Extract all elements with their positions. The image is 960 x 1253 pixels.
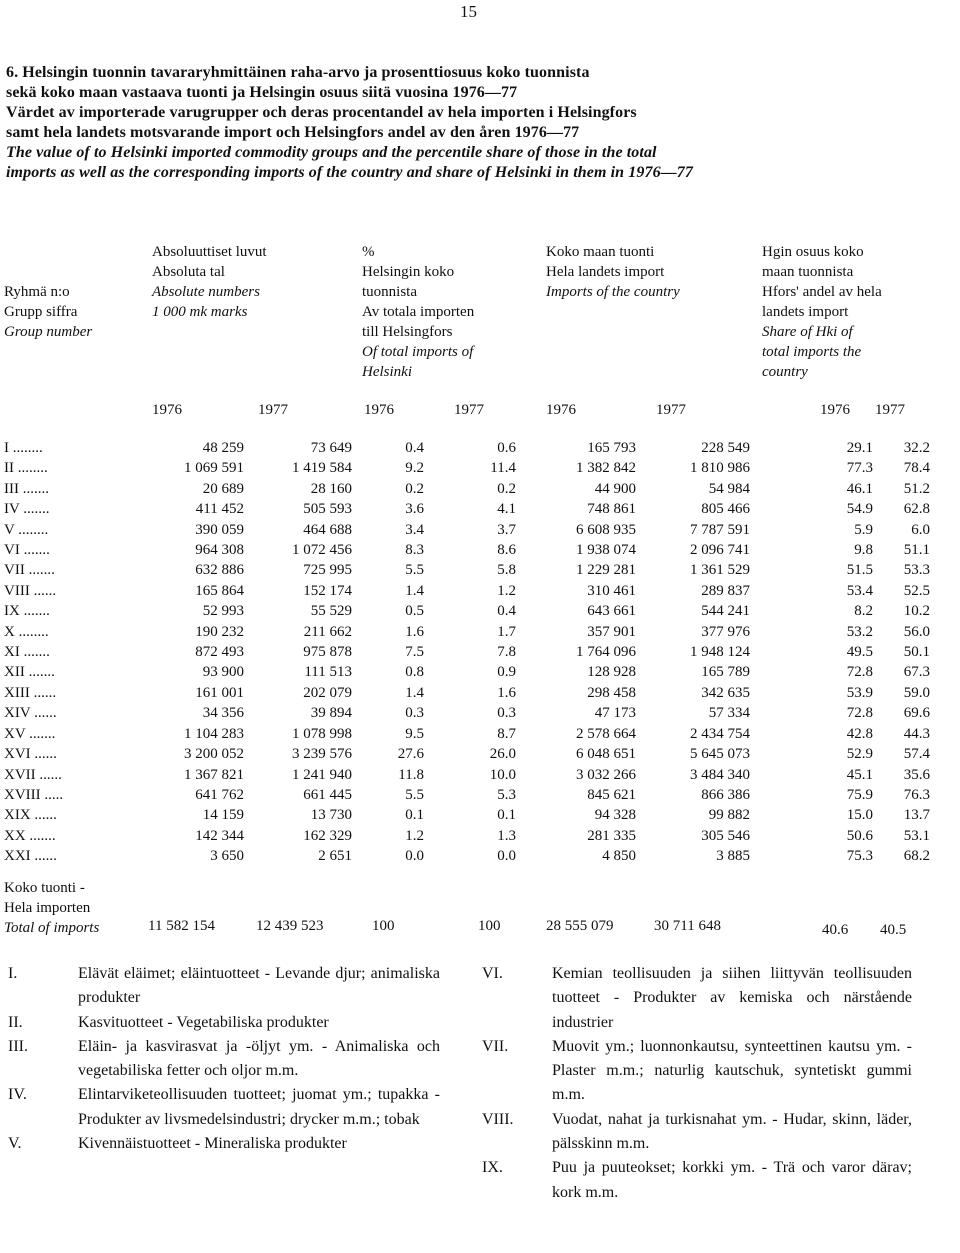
pct-1977-cell: 10.0 <box>489 766 516 783</box>
abs-1977-cell: 28 160 <box>310 480 352 497</box>
legend-item-text: Kivennäistuotteet - Mineraliska produkter <box>78 1135 347 1153</box>
country-1976-cell: 1 764 096 <box>576 644 636 661</box>
country-header-fi: Koko maan tuonti <box>546 244 655 260</box>
table-row <box>4 601 930 621</box>
legend-item <box>8 1035 440 1084</box>
country-1976-cell: 310 461 <box>587 582 636 599</box>
abs-1977-cell: 39 894 <box>310 705 352 722</box>
group-cell: IX ....... <box>4 603 50 620</box>
percent-header-fi: Helsingin koko <box>362 264 455 280</box>
country-1976-cell: 128 928 <box>587 664 636 681</box>
share-header-en: Share of Hki of <box>762 324 853 340</box>
legend-item-text: Elintarviketeollisuuden tuotteet; juomat ym.; tupakka - Produkter av livsmedelsindustri; drycker m.m.; tobak <box>78 1086 440 1128</box>
abs-1976-cell: 964 308 <box>195 542 244 559</box>
abs-1977-cell: 1 072 456 <box>292 542 352 559</box>
share-1977-cell: 62.8 <box>903 501 930 518</box>
country-1977-cell: 7 787 591 <box>690 521 750 538</box>
table-row <box>4 662 930 682</box>
country-1977-cell: 1 810 986 <box>690 460 750 477</box>
pct-1977-cell: 0.9 <box>497 664 516 681</box>
table-row <box>4 581 930 601</box>
share-1976-cell: 75.3 <box>846 848 873 865</box>
abs-1976-cell: 34 356 <box>202 705 244 722</box>
share-1977-cell: 56.0 <box>903 623 930 640</box>
country-1977-cell: 805 466 <box>701 501 750 518</box>
abs-1976-cell: 632 886 <box>195 562 244 579</box>
abs-1977-cell: 73 649 <box>310 440 352 456</box>
group-header-sv: Grupp siffra <box>4 304 78 320</box>
share-1976-cell: 54.9 <box>846 501 873 518</box>
country-1977-cell: 3 885 <box>716 848 750 865</box>
total-pct-1976: 100 <box>372 918 395 934</box>
year-header: 1977 <box>454 402 484 418</box>
country-1977-cell: 289 837 <box>701 582 750 599</box>
year-header: 1977 <box>656 402 686 418</box>
share-1976-cell: 9.8 <box>854 542 873 559</box>
total-abs-1977: 12 439 523 <box>256 918 324 934</box>
country-1976-cell: 281 335 <box>587 827 636 844</box>
share-1977-cell: 10.2 <box>903 603 930 620</box>
country-1976-cell: 2 578 664 <box>576 725 636 742</box>
pct-1976-cell: 1.4 <box>405 582 424 599</box>
abs-1976-cell: 14 159 <box>202 807 244 824</box>
pct-1977-cell: 8.7 <box>497 725 516 742</box>
table-row <box>4 560 930 580</box>
abs-1976-cell: 1 367 821 <box>184 766 244 783</box>
country-1977-cell: 2 434 754 <box>690 725 750 742</box>
year-header: 1976 <box>152 402 182 418</box>
legend-item-text: Eläin- ja kasvirasvat ja -öljyt ym. - Animaliska och vegetabiliska fetter och oljor m.m. <box>78 1037 440 1080</box>
country-1977-cell: 228 549 <box>701 440 750 456</box>
heading-swedish-2: samt hela landets motsvarande import och Helsingfors andel av den åren 1976—77 <box>6 124 580 141</box>
country-1976-cell: 1 229 281 <box>576 562 636 579</box>
pct-1977-cell: 26.0 <box>489 746 516 763</box>
pct-1977-cell: 5.8 <box>497 562 516 579</box>
country-1977-cell: 57 334 <box>708 705 750 722</box>
legend-item-number: VIII. <box>482 1110 514 1128</box>
abs-1976-cell: 3 650 <box>210 848 244 865</box>
share-1977-cell: 50.1 <box>903 644 930 661</box>
heading-finnish: 6. Helsingin tuonnin tavararyhmittäinen raha-arvo ja prosenttiosuus koko tuonnista <box>6 64 590 81</box>
country-1976-cell: 1 938 074 <box>576 542 636 559</box>
share-header-sv: Hfors' andel av hela <box>762 284 882 300</box>
total-label-sv: Hela importen <box>4 900 91 916</box>
pct-1976-cell: 0.4 <box>405 440 424 456</box>
total-label-fi: Koko tuonti - <box>4 880 85 896</box>
total-abs-1976: 11 582 154 <box>148 918 215 934</box>
abs-1976-cell: 1 104 283 <box>184 725 244 742</box>
pct-1977-cell: 0.2 <box>497 480 516 497</box>
total-share-1976: 40.6 <box>822 922 849 938</box>
legend-item-text: Kemian teollisuuden ja siihen liittyvän teollisuuden tuotteet - Produkter av kemiska och närstående industrier <box>552 965 912 1031</box>
pct-1977-cell: 0.3 <box>497 705 516 722</box>
pct-1977-cell: 3.7 <box>497 521 516 538</box>
country-header-sv: Hela landets import <box>546 264 665 280</box>
group-cell: I ........ <box>4 440 43 456</box>
absolute-column-header <box>152 242 267 322</box>
share-header-en-2: total imports the <box>762 344 862 360</box>
absolute-header-sv: Absoluta tal <box>152 264 225 280</box>
group-cell: XII ....... <box>4 664 55 681</box>
group-cell: XV ....... <box>4 725 56 742</box>
year-header: 1976 <box>364 402 394 418</box>
share-1977-cell: 52.5 <box>903 582 930 599</box>
legend-item-text: Kasvituotteet - Vegetabiliska produkter <box>78 1013 329 1031</box>
share-1976-cell: 45.1 <box>846 766 873 783</box>
heading-english: The value of to Helsinki imported commodity groups and the percentile share of those in the total <box>6 144 657 161</box>
absolute-header-fi: Absoluuttiset luvut <box>152 244 267 260</box>
table-row <box>4 458 930 478</box>
pct-1976-cell: 1.2 <box>405 827 424 844</box>
country-1977-cell: 342 635 <box>701 684 750 701</box>
pct-1976-cell: 1.4 <box>405 684 424 701</box>
share-1977-cell: 53.1 <box>903 827 930 844</box>
percent-header-en-2: Helsinki <box>362 364 412 380</box>
abs-1977-cell: 725 995 <box>303 562 352 579</box>
legend-item <box>482 962 912 1035</box>
share-1976-cell: 72.8 <box>846 705 873 722</box>
country-column-header <box>546 242 680 302</box>
country-1976-cell: 44 900 <box>594 480 636 497</box>
share-1976-cell: 53.9 <box>846 684 873 701</box>
pct-1976-cell: 0.2 <box>405 480 424 497</box>
pct-1976-cell: 0.3 <box>405 705 424 722</box>
legend-item-number: II. <box>8 1013 23 1031</box>
abs-1977-cell: 111 513 <box>304 664 352 681</box>
group-cell: XI ....... <box>4 644 50 661</box>
legend-item-number: VII. <box>482 1037 509 1055</box>
percent-header-symbol: % <box>362 244 375 260</box>
country-1976-cell: 748 861 <box>587 501 636 518</box>
country-1976-cell: 47 173 <box>594 705 636 722</box>
share-1977-cell: 13.7 <box>903 807 930 824</box>
pct-1976-cell: 0.1 <box>405 807 424 824</box>
abs-1976-cell: 390 059 <box>195 521 244 538</box>
table-row <box>4 540 930 560</box>
table-row <box>4 805 930 825</box>
pct-1976-cell: 5.5 <box>405 562 424 579</box>
abs-1977-cell: 152 174 <box>303 582 352 599</box>
percent-column-header <box>362 242 474 382</box>
total-share-1977: 40.5 <box>880 922 907 938</box>
pct-1977-cell: 0.4 <box>497 603 516 620</box>
legend-item-number: IX. <box>482 1159 503 1177</box>
legend-item-number: I. <box>8 965 18 982</box>
abs-1976-cell: 872 493 <box>195 644 244 661</box>
legend-item-text: Vuodat, nahat ja turkisnahat ym. - Hudar, skinn, läder, pälsskinn m.m. <box>552 1110 912 1153</box>
pct-1977-cell: 1.7 <box>497 623 516 640</box>
legend-item-text: Puu ja puuteokset; korkki ym. - Trä och varor därav; kork m.m. <box>552 1159 912 1201</box>
abs-1977-cell: 464 688 <box>303 521 352 538</box>
abs-1976-cell: 1 069 591 <box>184 460 244 477</box>
page-number: 15 <box>460 2 477 21</box>
country-1977-cell: 5 645 073 <box>690 746 750 763</box>
legend-item <box>482 1156 912 1205</box>
pct-1977-cell: 1.6 <box>497 684 516 701</box>
pct-1977-cell: 0.6 <box>497 440 516 456</box>
abs-1976-cell: 52 993 <box>202 603 244 620</box>
group-header-en: Group number <box>4 324 93 340</box>
group-cell: VI ....... <box>4 542 50 559</box>
abs-1976-cell: 641 762 <box>195 786 244 803</box>
abs-1977-cell: 1 078 998 <box>292 725 352 742</box>
pct-1977-cell: 8.6 <box>497 542 516 559</box>
country-1976-cell: 6 048 651 <box>576 746 636 763</box>
share-1976-cell: 29.1 <box>846 440 873 456</box>
import-table <box>4 438 930 867</box>
country-1977-cell: 3 484 340 <box>690 766 750 783</box>
absolute-header-en: Absolute numbers <box>152 284 260 300</box>
table-row <box>4 438 930 458</box>
country-1976-cell: 3 032 266 <box>576 766 636 783</box>
country-1976-cell: 357 901 <box>587 623 636 640</box>
share-header-fi-2: maan tuonnista <box>762 264 854 280</box>
abs-1976-cell: 3 200 052 <box>184 746 244 763</box>
group-cell: IV ....... <box>4 501 50 518</box>
group-cell: VIII ...... <box>4 582 57 599</box>
share-1976-cell: 42.8 <box>846 725 873 742</box>
country-1976-cell: 94 328 <box>594 807 636 824</box>
abs-1977-cell: 202 079 <box>303 684 352 701</box>
country-1977-cell: 305 546 <box>701 827 750 844</box>
country-1977-cell: 1 361 529 <box>690 562 750 579</box>
country-1977-cell: 54 984 <box>708 480 750 497</box>
country-1976-cell: 1 382 842 <box>576 460 636 477</box>
group-cell: XIII ...... <box>4 684 57 701</box>
legend-item-text: Elävät eläimet; eläintuotteet - Levande djur; animaliska produkter <box>78 965 440 1007</box>
group-legend-left <box>8 962 440 1156</box>
percent-header-en: Of total imports of <box>362 344 474 360</box>
percent-header-fi-2: tuonnista <box>362 284 417 300</box>
share-1976-cell: 5.9 <box>854 521 873 538</box>
share-1977-cell: 32.2 <box>903 440 930 456</box>
legend-item <box>8 1132 440 1156</box>
pct-1977-cell: 1.3 <box>497 827 516 844</box>
abs-1977-cell: 975 878 <box>303 644 352 661</box>
abs-1977-cell: 505 593 <box>303 501 352 518</box>
table-row <box>4 744 930 764</box>
total-country-1976: 28 555 079 <box>546 918 614 934</box>
group-cell: X ........ <box>4 623 49 640</box>
abs-1976-cell: 161 001 <box>195 684 244 701</box>
total-label <box>4 878 99 938</box>
table-row <box>4 765 930 785</box>
total-label-en: Total of imports <box>4 920 100 936</box>
legend-item <box>8 1083 440 1132</box>
share-1977-cell: 44.3 <box>903 725 930 742</box>
share-1976-cell: 53.2 <box>846 623 873 640</box>
country-1976-cell: 643 661 <box>587 603 636 620</box>
country-1976-cell: 165 793 <box>587 440 636 456</box>
abs-1977-cell: 661 445 <box>303 786 352 803</box>
share-1977-cell: 51.2 <box>903 480 930 497</box>
pct-1977-cell: 11.4 <box>490 460 516 477</box>
abs-1977-cell: 1 241 940 <box>292 766 352 783</box>
share-1977-cell: 57.4 <box>903 746 930 763</box>
country-header-en: Imports of the country <box>546 284 680 300</box>
share-1976-cell: 51.5 <box>846 562 873 579</box>
share-1977-cell: 59.0 <box>903 684 930 701</box>
heading-swedish: Värdet av importerade varugrupper och deras procentandel av hela importen i Helsingfors <box>6 104 637 121</box>
table-row <box>4 826 930 846</box>
heading-english-2: imports as well as the corresponding imports of the country and share of Helsinki in them in 1976—77 <box>6 164 693 181</box>
pct-1976-cell: 7.5 <box>405 644 424 661</box>
country-1976-cell: 298 458 <box>587 684 636 701</box>
group-cell: XIX ...... <box>4 807 57 824</box>
abs-1977-cell: 55 529 <box>310 603 352 620</box>
year-header: 1977 <box>258 402 288 418</box>
pct-1976-cell: 0.0 <box>405 848 424 865</box>
share-1977-cell: 53.3 <box>903 562 930 579</box>
legend-item <box>8 962 440 1011</box>
abs-1976-cell: 142 344 <box>195 827 244 844</box>
group-header-fi: Ryhmä n:o <box>4 284 70 300</box>
abs-1976-cell: 165 864 <box>195 582 244 599</box>
legend-item-text: Muovit ym.; luonnonkautsu, synteettinen kautsu ym. - Plaster m.m.; naturlig kautschuk, syntetiskt gummi m.m. <box>552 1037 912 1104</box>
share-1976-cell: 46.1 <box>846 480 873 497</box>
share-1976-cell: 72.8 <box>846 664 873 681</box>
group-cell: XVI ...... <box>4 746 57 763</box>
pct-1977-cell: 5.3 <box>497 786 516 803</box>
table-row <box>4 846 930 866</box>
share-header-en-3: country <box>762 364 808 380</box>
pct-1977-cell: 4.1 <box>497 501 516 518</box>
share-1977-cell: 76.3 <box>903 786 930 803</box>
legend-item-number: III. <box>8 1037 28 1055</box>
table-row <box>4 520 930 540</box>
share-1977-cell: 51.1 <box>903 542 930 559</box>
abs-1976-cell: 48 259 <box>202 440 244 456</box>
abs-1976-cell: 411 452 <box>195 501 244 518</box>
table-row <box>4 642 930 662</box>
share-1976-cell: 52.9 <box>846 746 873 763</box>
country-1976-cell: 4 850 <box>602 848 636 865</box>
country-1977-cell: 866 386 <box>701 786 750 803</box>
pct-1977-cell: 7.8 <box>497 644 516 661</box>
country-1976-cell: 845 621 <box>587 786 636 803</box>
legend-item-number: V. <box>8 1135 22 1153</box>
share-header-fi: Hgin osuus koko <box>762 244 864 260</box>
abs-1976-cell: 93 900 <box>202 664 244 681</box>
share-header-sv-2: landets import <box>762 304 849 320</box>
group-cell: XIV ...... <box>4 705 57 722</box>
table-row <box>4 479 930 499</box>
share-1977-cell: 67.3 <box>903 664 930 681</box>
country-1977-cell: 165 789 <box>701 664 750 681</box>
group-cell: VII ....... <box>4 562 55 579</box>
pct-1976-cell: 1.6 <box>405 623 424 640</box>
pct-1976-cell: 0.8 <box>405 664 424 681</box>
abs-1977-cell: 211 662 <box>303 623 352 640</box>
country-1977-cell: 99 882 <box>708 807 750 824</box>
country-1977-cell: 2 096 741 <box>690 542 750 559</box>
legend-item-number: IV. <box>8 1086 27 1104</box>
pct-1976-cell: 8.3 <box>405 542 424 559</box>
absolute-header-unit: 1 000 mk marks <box>152 304 248 320</box>
share-1976-cell: 75.9 <box>846 786 873 803</box>
legend-item <box>482 1035 912 1108</box>
share-1976-cell: 77.3 <box>846 460 873 477</box>
share-1976-cell: 49.5 <box>846 644 873 661</box>
pct-1976-cell: 0.5 <box>405 603 424 620</box>
group-cell: XVIII ..... <box>4 786 64 803</box>
table-row <box>4 724 930 744</box>
legend-item <box>482 1108 912 1157</box>
abs-1977-cell: 162 329 <box>303 827 352 844</box>
year-header: 1976 <box>820 402 850 418</box>
table-row <box>4 703 930 723</box>
table-body <box>4 438 930 867</box>
abs-1977-cell: 2 651 <box>318 848 352 865</box>
legend-item-number: VI. <box>482 965 503 982</box>
share-1977-cell: 69.6 <box>903 705 930 722</box>
pct-1976-cell: 5.5 <box>405 786 424 803</box>
pct-1976-cell: 3.6 <box>405 501 424 518</box>
group-cell: V ........ <box>4 521 49 538</box>
share-1976-cell: 53.4 <box>846 582 873 599</box>
group-legend-right <box>482 962 912 1205</box>
total-country-1977: 30 711 648 <box>654 918 721 934</box>
table-row <box>4 622 930 642</box>
group-cell: XX ....... <box>4 827 56 844</box>
year-header: 1976 <box>546 402 576 418</box>
group-cell: III ....... <box>4 480 49 497</box>
pct-1976-cell: 27.6 <box>397 746 424 763</box>
share-1977-cell: 68.2 <box>903 848 930 865</box>
abs-1976-cell: 190 232 <box>195 623 244 640</box>
table-row <box>4 683 930 703</box>
share-1976-cell: 8.2 <box>854 603 873 620</box>
year-header: 1977 <box>875 402 905 418</box>
total-pct-1977: 100 <box>478 918 501 934</box>
pct-1976-cell: 11.8 <box>398 766 424 783</box>
legend-item <box>8 1011 440 1035</box>
pct-1976-cell: 3.4 <box>405 521 424 538</box>
group-cell: XVII ...... <box>4 766 62 783</box>
group-cell: XXI ...... <box>4 848 57 865</box>
abs-1976-cell: 20 689 <box>202 480 244 497</box>
heading-finnish-2: sekä koko maan vastaava tuonti ja Helsingin osuus siitä vuosina 1976—77 <box>6 84 518 101</box>
percent-header-sv: Av totala importen <box>362 304 475 320</box>
country-1977-cell: 544 241 <box>701 603 750 620</box>
group-column-header <box>4 282 92 342</box>
share-1977-cell: 6.0 <box>911 521 930 538</box>
pct-1976-cell: 9.2 <box>405 460 424 477</box>
percent-header-sv-2: till Helsingfors <box>362 324 453 340</box>
abs-1977-cell: 13 730 <box>310 807 352 824</box>
pct-1977-cell: 0.1 <box>497 807 516 824</box>
pct-1977-cell: 0.0 <box>497 848 516 865</box>
abs-1977-cell: 1 419 584 <box>292 460 352 477</box>
share-1977-cell: 35.6 <box>903 766 930 783</box>
share-1976-cell: 50.6 <box>846 827 873 844</box>
share-column-header <box>762 242 882 382</box>
pct-1977-cell: 1.2 <box>497 582 516 599</box>
table-row <box>4 785 930 805</box>
share-1977-cell: 78.4 <box>903 460 930 477</box>
group-cell: II ........ <box>4 460 48 477</box>
table-row <box>4 499 930 519</box>
country-1976-cell: 6 608 935 <box>576 521 636 538</box>
country-1977-cell: 1 948 124 <box>690 644 750 661</box>
abs-1977-cell: 3 239 576 <box>292 746 352 763</box>
country-1977-cell: 377 976 <box>701 623 750 640</box>
share-1976-cell: 15.0 <box>846 807 873 824</box>
pct-1976-cell: 9.5 <box>405 725 424 742</box>
